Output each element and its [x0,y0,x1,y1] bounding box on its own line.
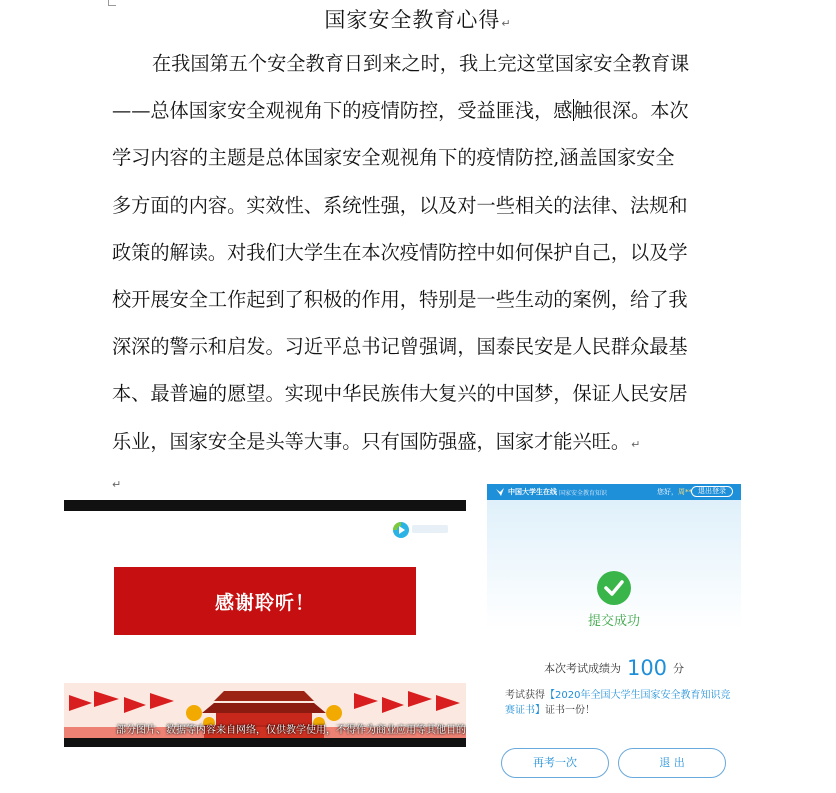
certificate-row: 考试获得【2020年全国大学生国家安全教育知识竞赛证书】证书一份！ [505,690,731,716]
logout-button[interactable]: 退出登录 [691,486,733,497]
body-line: 乐业，国家安全是头等大事。只有国防强盛，国家才能兴旺。↵ [112,429,641,453]
score-row: 本次考试成绩为 100 分 [543,656,685,680]
submit-success-text: 提交成功 [587,614,640,629]
paragraph-mark: ↵ [112,478,122,491]
body-line: 学习内容的主题是总体国家安全观视角下的疫情防控,涵盖国家安全 [112,146,675,170]
retry-exam-button[interactable]: 再考一次 [501,748,609,778]
body-line: 本、最普遍的愿望。实现中华民族伟大复兴的中国梦，保证人民安居 [112,382,688,406]
site-logo-icon [495,487,505,497]
site-subtitle: 国家安全教育知识 [559,490,608,497]
body-line: 校开展安全工作起到了积极的作用，特别是一些生动的案例，给了我 [112,287,688,311]
certificate-link[interactable]: 【2020年全国大学生国家安全教育知识竞赛证书】 [505,690,731,716]
score-value: 100 [626,656,668,680]
slide-caption: 部分图片、数据等内容来自网络，仅供教学使用，不得作为商业应用等其他目的 [116,725,466,736]
paragraph-mark: ↵ [631,437,641,451]
embedded-image-exam-result[interactable] [487,484,741,793]
body-line: 政策的解读。对我们大学生在本次疫情防控中如何保护自己，以及学 [112,240,688,264]
body-paragraph[interactable] [112,40,740,465]
exit-button[interactable]: 退 出 [618,748,726,778]
body-line: ——总体国家安全观视角下的疫情防控，受益匪浅，感触很深。本次 [112,99,689,123]
video-platform-logo-icon [392,521,410,539]
thank-you-banner: 感谢聆听！ [114,567,416,635]
paragraph-mark: ↵ [501,17,512,30]
app-header [487,484,741,500]
document-title[interactable]: 国家安全教育心得↵ [324,8,512,32]
logo-wordmark [412,525,448,533]
body-line: 深深的警示和启发。习近平总书记曾强调，国泰民安是人民群众最基 [112,335,688,359]
body-line: 多方面的内容。实效性、系统性强，以及对一些相关的法律、法规和 [112,193,688,217]
success-check-icon [597,571,631,605]
body-line: 在我国第五个安全教育日到来之时，我上完这堂国家安全教育课 [152,52,690,75]
user-name: 周** [678,488,692,496]
user-greeting: 您好，周** [657,488,692,496]
embedded-image-slide[interactable] [64,500,466,747]
site-brand: 中国大学生在线 [508,488,557,496]
